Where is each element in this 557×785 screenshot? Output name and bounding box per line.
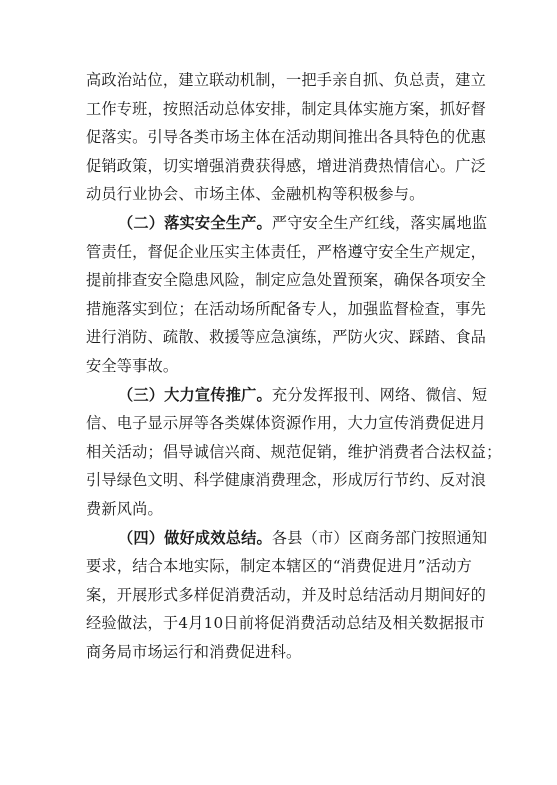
- text-line: 促销政策，切实增强消费获得感，增进消费热情信心。广泛: [86, 156, 487, 175]
- text-line: 促落实。引导各类市场主体在活动期间推出各具特色的优惠: [86, 128, 487, 147]
- section-heading: （二）落实安全生产。: [118, 213, 272, 232]
- document-page: [86, 66, 502, 666]
- text-line: 进行消防、疏散、救援等应急演练，严防火灾、踩踏、食品: [86, 328, 487, 347]
- text-line: 高政治站位，建立联动机制，一把手亲自抓、负总责，建立: [86, 71, 487, 89]
- text-line: 费新风尚。: [86, 499, 163, 518]
- text-line: 动员行业协会、市场主体、金融机构等积极参与。: [86, 185, 425, 204]
- text-line: [86, 381, 488, 410]
- text-line: 提前排查安全隐患风险，制定应急处置预案，确保各项安全: [86, 271, 487, 290]
- text-line: 工作专班，按照活动总体安排，制定具体实施方案，抓好督: [86, 99, 487, 118]
- text-line: 信、电子显示屏等各类媒体资源作用，大力宣传消费促进月: [86, 414, 487, 433]
- paragraph-organization: [86, 66, 487, 209]
- text-line: [86, 209, 488, 238]
- text-line: 案，开展形式多样促消费活动，并及时总结活动月期间好的: [86, 585, 487, 604]
- paragraph-safety: [86, 209, 488, 381]
- text-line: 要求，结合本地实际，制定本辖区的“消费促进月”活动方: [86, 557, 472, 576]
- text-line: 商务局市场运行和消费促进科。: [86, 642, 302, 661]
- text-line: 引导绿色文明、科学健康消费理念，形成厉行节约、反对浪: [86, 471, 487, 490]
- text-line: 经验做法，于4月10日前将促消费活动总结及相关数据报市: [86, 614, 485, 633]
- text-span: 严守安全生产红线，落实属地监: [271, 213, 488, 232]
- text-span: 各县（市）区商务部门按照通知: [271, 528, 488, 547]
- text-line: [86, 524, 488, 553]
- paragraph-summary: [86, 524, 488, 667]
- text-span: 充分发挥报刊、网络、微信、短: [271, 385, 488, 404]
- text-line: 措施落实到位；在活动场所配备专人，加强监督检查，事先: [86, 299, 487, 318]
- text-line: 相关活动；倡导诚信兴商、规范促销，维护消费者合法权益；: [86, 442, 502, 461]
- text-line: 管责任，督促企业压实主体责任，严格遵守安全生产规定，: [86, 242, 487, 261]
- paragraph-publicity: [86, 381, 502, 524]
- text-line: 安全等事故。: [86, 356, 179, 375]
- section-heading: （四）做好成效总结。: [118, 528, 272, 547]
- section-heading: （三）大力宣传推广。: [118, 385, 272, 404]
